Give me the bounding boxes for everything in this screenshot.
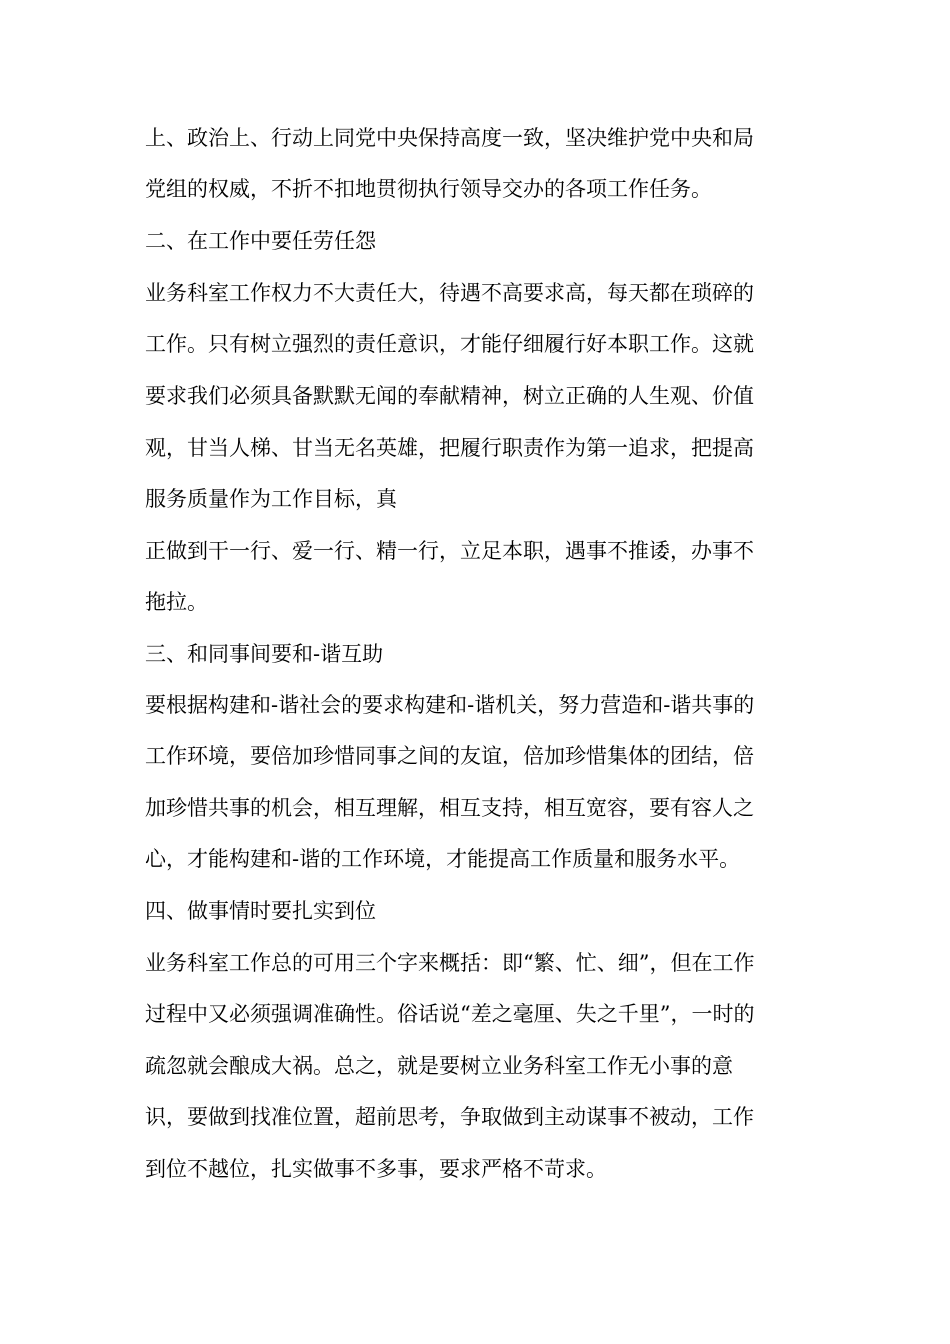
- body-text-line: 工作环境，要倍加珍惜同事之间的友谊，倍加珍惜集体的团结，倍: [145, 744, 754, 768]
- body-text-line: 要求我们必须具备默默无闻的奉献精神，树立正确的人生观、价值: [145, 384, 754, 408]
- body-text-line: 加珍惜共事的机会，相互理解，相互支持，相互宽容，要有容人之: [145, 796, 754, 820]
- body-text-line: 疏忽就会酿成大祸。总之，就是要树立业务科室工作无小事的意: [145, 1054, 733, 1078]
- body-text-line: 拖拉。: [145, 590, 208, 614]
- body-text-line: 要根据构建和-谐社会的要求构建和-谐机关，努力营造和-谐共事的: [145, 693, 755, 717]
- body-text-line: 过程中又必须强调准确性。俗话说“差之毫厘、失之千里”，一时的: [145, 1002, 755, 1026]
- body-text-line: 业务科室工作总的可用三个字来概括：即“繁、忙、细”，但在工作: [145, 951, 755, 975]
- body-text-line: 正做到干一行、爱一行、精一行，立足本职，遇事不推诿，办事不: [145, 539, 754, 563]
- section-heading: 三、和同事间要和-谐互助: [145, 642, 384, 666]
- body-text-line: 工作。只有树立强烈的责任意识，才能仔细履行好本职工作。这就: [145, 332, 754, 356]
- body-text-line: 心，才能构建和-谐的工作环境，才能提高工作质量和服务水平。: [145, 847, 741, 871]
- body-text-line: 上、政治上、行动上同党中央保持高度一致，坚决维护党中央和局: [145, 126, 754, 150]
- section-heading: 二、在工作中要任劳任怨: [145, 229, 376, 253]
- section-heading: 四、做事情时要扎实到位: [145, 899, 376, 923]
- body-text-line: 到位不越位，扎实做事不多事，要求严格不苛求。: [145, 1157, 607, 1181]
- body-text-line: 观，甘当人梯、甘当无名英雄，把履行职责作为第一追求，把提高: [145, 436, 754, 460]
- body-text-line: 识，要做到找准位置，超前思考，争取做到主动谋事不被动，工作: [145, 1105, 754, 1129]
- body-text-line: 党组的权威，不折不扣地贯彻执行领导交办的各项工作任务。: [145, 177, 712, 201]
- body-text-line: 业务科室工作权力不大责任大，待遇不高要求高，每天都在琐碎的: [145, 281, 754, 305]
- body-text-line: 服务质量作为工作目标，真: [145, 487, 397, 511]
